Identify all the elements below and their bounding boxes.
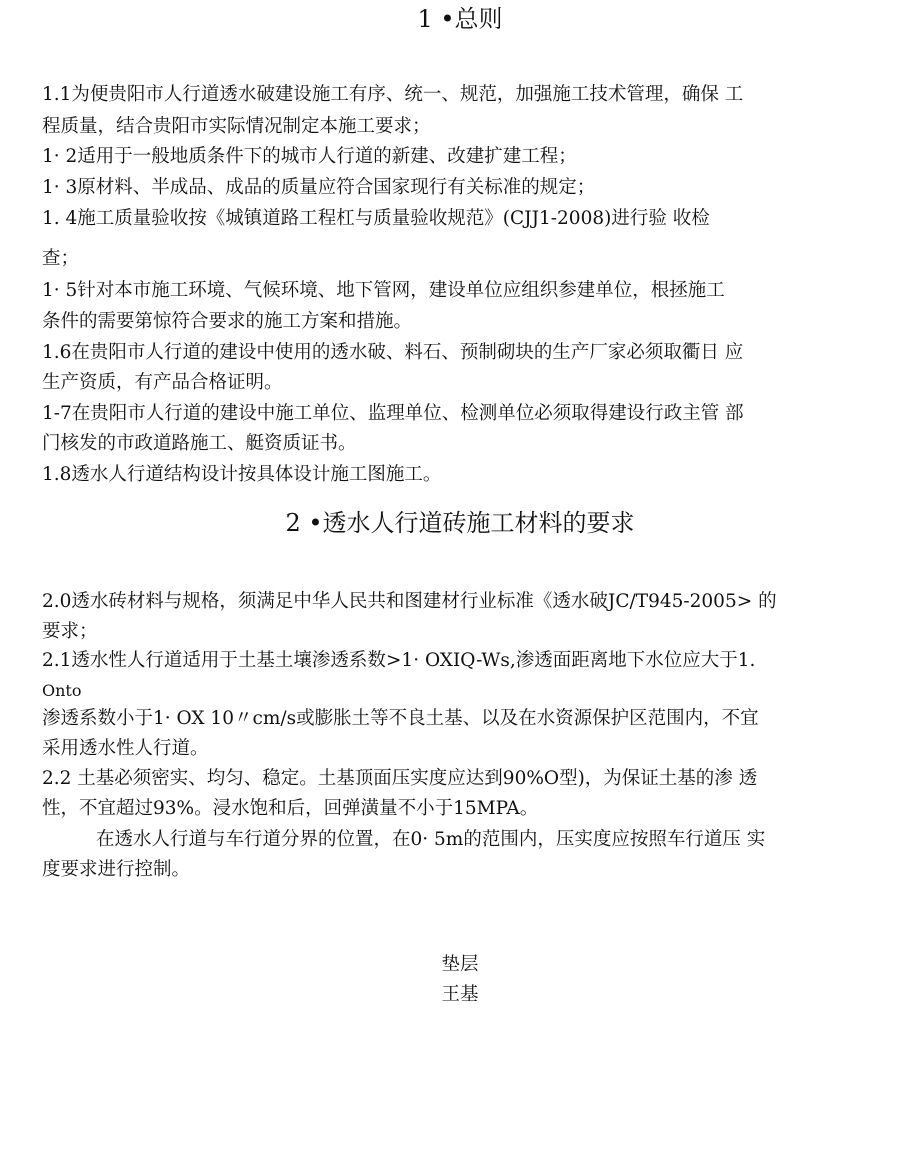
section-1-line: 1· 2适用于一般地质条件下的城市人行道的新建、改建扩建工程； bbox=[42, 146, 577, 167]
section-2-line: 2.1透水性人行道适用于土基土壤渗透系数>1· OXIQ-Ws,渗透面距离地下水位应大于1. bbox=[42, 650, 756, 671]
section-1-line: 生产资质，有产品合格证明。 bbox=[42, 372, 283, 393]
section-2-heading: 2 •透水人行道砖施工材料的要求 bbox=[285, 509, 635, 537]
section-1-line: 1.1为便贵阳市人行道透水破建设施工有序、统一、规范，加强施工技术管理，确保 工 bbox=[42, 84, 744, 105]
section-1-line: 1. 4施工质量验收按《城镇道路工程杠与质量验收规范》(CJJ1-2008)进行验 收检 bbox=[42, 208, 710, 229]
section-1-line: 1· 5针对本市施工环境、气候环境、地下管网，建设单位应组织参建单位，根拯施工 bbox=[42, 280, 725, 301]
diagram-label-cushion-layer: 垫层 bbox=[441, 954, 479, 975]
section-1-line: 1.8透水人行道结构设计按具体设计施工图施工。 bbox=[42, 464, 442, 485]
section-2-line: 2.2 土基必须密实、均匀、稳定。土基顶面压实度应达到90%O型)，为保证土基的渗 透 bbox=[42, 768, 758, 789]
diagram-label-subgrade: 王基 bbox=[441, 984, 479, 1005]
section-1-heading: 1 •总则 bbox=[417, 5, 503, 33]
section-1-line: 1.6在贵阳市人行道的建设中使用的透水破、料石、预制砌块的生产厂家必须取衢日 应 bbox=[42, 342, 744, 363]
section-2-line: 要求； bbox=[42, 621, 98, 642]
section-2-line: Onto bbox=[42, 681, 82, 700]
section-1-line: 1· 3原材料、半成品、成品的质量应符合国家现行有关标准的规定； bbox=[42, 177, 596, 198]
section-1-line: 查； bbox=[42, 248, 80, 269]
section-2-line: 度要求进行控制。 bbox=[42, 859, 191, 880]
section-2-line: 在透水人行道与车行道分界的位置，在0· 5m的范围内，压实度应按照车行道压 实 bbox=[96, 829, 766, 850]
section-2-line: 性，不宜超过93%。浸水饱和后，回弹潢量不小于15MPA。 bbox=[42, 798, 539, 819]
section-2-line: 采用透水性人行道。 bbox=[42, 738, 209, 759]
section-1-line: 1-7在贵阳市人行道的建设中施工单位、监理单位、检测单位必须取得建设行政主管 部 bbox=[42, 403, 744, 424]
section-2-line: 渗透系数小于1· OX 10〃cm/s或膨胀土等不良土基、以及在水资源保护区范围内，不宜 bbox=[42, 708, 759, 729]
section-1-line: 程质量，结合贵阳市实际情况制定本施工要求； bbox=[42, 116, 431, 137]
section-1-line: 门核发的市政道路施工、艇资质证书。 bbox=[42, 433, 357, 454]
section-2-line: 2.0透水砖材料与规格，须满足中华人民共和图建材行业标准《透水破JC/T945-2005> 的 bbox=[42, 591, 777, 612]
section-1-line: 条件的需要第惊符合要求的施工方案和措施。 bbox=[42, 311, 413, 332]
